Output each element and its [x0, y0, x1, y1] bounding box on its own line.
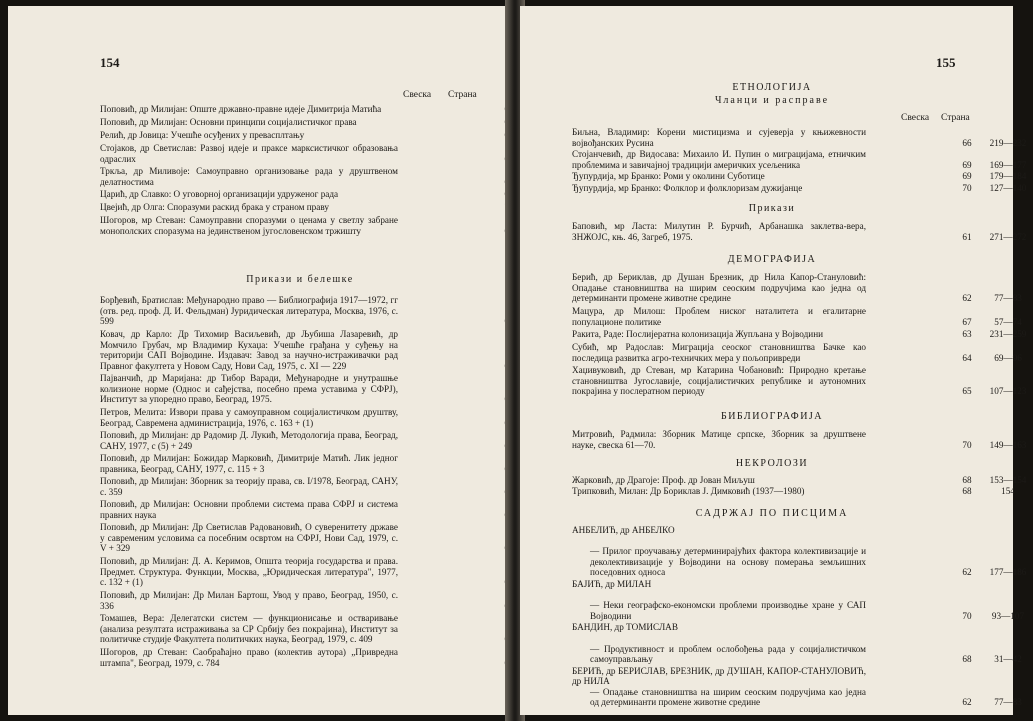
article-entry	[100, 215, 500, 236]
entry-text: — Прилог проучавању детерминирајућих фактора колективизације и деколективизације у Војводини на основу померања земљишних поседовних односа	[590, 546, 866, 578]
entry-text: Биљна, Владимир: Корени мистицизма и сујеверја у књижевности војвођанских Русина	[572, 127, 866, 148]
entry-text: Поповић, др Милијан: Зборник за теорију права, св. I/1978, Београд, САНУ, с. 359	[100, 476, 398, 497]
review-entry	[100, 476, 500, 497]
entry-text: Поповић, др Милијан: Опште државно-правне идеје Димитрија Матића	[100, 104, 382, 114]
page-range: 154	[1001, 486, 1015, 496]
subsection-articles: Чланци и расправе	[714, 95, 830, 106]
entry-text: Поповић, др Милијан: Основни принципи социјалистичког права	[100, 117, 357, 127]
entry-text: Цвејић, др Олга: Споразуми раскид брака у страном праву	[100, 202, 329, 212]
necrology-entry	[572, 475, 1027, 486]
page-range: 107—123	[989, 386, 1027, 397]
article-entry	[100, 202, 500, 213]
article-entry	[572, 306, 1022, 327]
author-name: БАЈИЋ, др МИЛАН	[572, 579, 652, 590]
entry-text: Шогоров, мр Стеван: Самоуправни споразуми о ценама у светлу забране монополских споразума на јединственом југословенском тржишту	[100, 215, 398, 236]
page-range: 179—184	[989, 171, 1027, 181]
entry-text: Стојаков, др Светислав: Развој идеје и праксе марксистичког образовања одраслих	[100, 143, 398, 164]
column-header-volume: Свеска	[901, 113, 930, 123]
entry-text: Ђупурдија, мр Бранко: Роми у околини Суботице	[572, 171, 765, 181]
entry-text: Бaповић, мр Ласта: Милутин Р. Бурчић, Арбанашка заклетва-вера, ЗНЖОЈС, књ. 46, Загреб, 1975.	[572, 221, 866, 242]
volume-number: 69	[962, 171, 972, 181]
article-entry	[100, 166, 500, 187]
page-range: 219—232	[989, 137, 1027, 148]
column-header-volume: Свеска	[403, 90, 432, 100]
column-header-page: Страна	[448, 90, 477, 100]
article-entry	[100, 189, 500, 200]
section-heading-contents-authors: САДРЖАЈ ПО ПИСЦИМА	[695, 508, 849, 519]
entry-text: Пајванчић, др Маријана: др Тибор Варади, Међународне и унутрашње колизионе норме (Однос и сађејства, посебно према уставима у СФРЈ), Институт за упоредно право, Београд, 1975.	[100, 373, 398, 405]
section-heading-bibliography: БИБЛИОГРАФИЈА	[720, 411, 824, 422]
review-entry	[100, 522, 500, 554]
page-range: 93—107	[991, 610, 1025, 621]
column-header-page: Страна	[941, 113, 970, 123]
page-range: 69—96	[994, 352, 1022, 363]
entry-text: Стојанчевић, др Видосава: Михаило И. Пупин о миграцијама, етничким проблемима и завичајној традицији америчких усељеника	[572, 149, 866, 170]
page-range: 153—154	[989, 475, 1027, 485]
entry-text: Поповић, др Милијан: Основни проблеми система права СФРЈ и система правних наука	[100, 499, 398, 520]
entry-text: Поповић, др Милијан: Д. А. Керимов, Општа теорија государства и права. Предмет. Структура. Функции, Москва, „Юридическая литература", 1977, с. 132 + (1)	[100, 556, 398, 588]
article-entry	[572, 183, 1027, 194]
necrology-entry	[572, 486, 1015, 497]
section-heading-ethnology: ЕТНОЛОГИЈА	[732, 82, 812, 93]
entry-text: Релић, др Јовица: Учешће осуђених у превасплтању	[100, 130, 305, 140]
entry-text: Шогоров, др Стеван: Саобраћајно право (колектив аутора) „Привредна штампа", Београд, 1979, с. 784	[100, 647, 398, 668]
page-range: 271—272	[989, 231, 1027, 242]
review-entry	[100, 453, 500, 474]
section-heading-reviews: Прикази	[748, 203, 796, 214]
left-page	[8, 6, 510, 715]
entry-text: Хаџивуковић, др Стеван, мр Катарина Чобановић: Природно кретање становништва Југославије, социјалистичких републике и аутономних покрајина у послератном периоду	[572, 365, 866, 397]
article-entry	[100, 117, 500, 128]
volume-number: 68	[962, 486, 972, 496]
entry-text: Берић, др Бериклав, др Душан Брезник, др Нила Капор-Стануловић: Опадање становништва на ширим сеоским подручјима као једна од детерминанти промене животне средине	[572, 272, 866, 304]
entry-text: Тркља, др Миливоје: Самоуправно организовање рада у друштвеном делатностима	[100, 166, 398, 187]
article-entry	[572, 149, 1027, 170]
review-entry	[100, 430, 500, 451]
review-entry	[100, 647, 500, 668]
entry-text: Мацура, др Милош: Проблем ниског наталитета и егалитарне популационе политике	[572, 306, 866, 327]
volume-number: 65	[962, 386, 972, 397]
volume-number: 70	[962, 439, 972, 450]
entry-text: — Продуктивност и проблем ослобођења рада у социјалистичком самоуправљању	[590, 643, 866, 665]
volume-number: 63	[962, 329, 972, 339]
review-entry	[100, 329, 500, 371]
page-number: 154	[100, 55, 120, 70]
entry-text: Ковач, др Карло: Др Тихомир Васиљевић, др Љубиша Лазаревић, др Момчило Грубач, мр Владимир Кухаџа: Учешће грађана у суђењу на територији САП Војводине. Издавач: Завод за научно-истраживачки рад Правног факултета у Новом Саду, Нови Сад, 1975, с. XI — 229	[100, 329, 398, 371]
entry-text: Субић, мр Радослав: Миграција сеоског становништва Бачке као последица развитка агро-техничких мера у пољопривреди	[572, 342, 866, 363]
author-entry	[572, 665, 1022, 708]
entry-text: — Неки географско-економски проблеми производње хране у САП Војводини	[590, 600, 866, 621]
volume-number: 67	[962, 316, 972, 327]
entry-text: Поповић, др Милијан: Др Милан Бартош, Увод у право, Београд, 1950, с. 336	[100, 590, 398, 611]
author-entry	[572, 579, 1025, 621]
entry-text: Поповић, др Милијан: др Радомир Д. Лукић, Методологија права, Београд, САНУ, 1977, с (5) + 249	[100, 430, 398, 451]
page-range: 231—259	[989, 329, 1027, 339]
article-entry	[572, 127, 1027, 148]
volume-number: 66	[962, 137, 972, 148]
right-page	[520, 6, 1027, 715]
article-entry	[572, 365, 1027, 397]
page-range: 77—83	[994, 293, 1022, 304]
page-range: 169—177	[989, 159, 1027, 170]
page-range: 31—42	[994, 654, 1022, 665]
review-entry	[100, 613, 500, 645]
volume-number: 70	[962, 610, 972, 621]
entry-text: Петров, Мелита: Извори права у самоуправном социјалистичком друштву, Београд, Савремена администрација, 1976, с. 163 + (1)	[100, 407, 398, 428]
entry-text: Поповић, др Милијан: Др Светислав Радовановић, О суверенитету државе у савременим условима са посебним освртом на СФРЈ, Нови Сад, 1979, с. V + 329	[100, 522, 398, 554]
article-entry	[572, 342, 1022, 363]
entry-text: Поповић, др Милијан: Божидар Марковић, Димитрије Матић. Лик једног правника, Београд, САНУ, 1977, с. 115 + 3	[100, 453, 398, 474]
review-entry	[100, 295, 500, 327]
page-range: 57—74	[994, 316, 1022, 327]
volume-number: 68	[962, 475, 972, 485]
volume-number: 68	[962, 654, 972, 665]
author-entry	[572, 525, 1027, 578]
volume-number: 69	[962, 159, 972, 170]
entry-text: Борђевић, Братислав: Међународно право — Библиографија 1917—1972, гг (отв. ред. проф. Д. И. Фельдман) Јуридическая литература, Москва, 1976, с. 599	[100, 295, 398, 327]
volume-number: 62	[962, 567, 972, 578]
review-entry	[100, 407, 500, 428]
author-name: БЕРИЋ, др БЕРИСЛАВ, БРЕЗНИК, др ДУШАН, КАПОР-СТАНУЛОВИЋ, др НИЛА	[572, 665, 866, 687]
article-entry	[100, 143, 500, 164]
bibliography-entry	[572, 429, 1027, 450]
author-name: АНБЕЛИЋ, др АНБЕЛКО	[572, 525, 675, 535]
review-entry	[100, 556, 500, 588]
entry-text: Жарковић, др Драгоје: Проф. др Јован Миљуш	[572, 475, 755, 485]
entry-text: Томашев, Вера: Делегатски систем — функционисање и остваривање (анализа резултата истраживања за СР Србију без покрајина), Институт за политичке студије Факултета политичких наука, Београд, 1979, с. 409	[100, 613, 398, 645]
entry-text: — Опадање становништва на ширим сеоским подручјима као једна од детерминанти промене животне средине	[590, 686, 866, 708]
section-heading-necrology: НЕКРОЛОЗИ	[735, 458, 809, 469]
article-entry	[572, 272, 1022, 304]
review-entry	[100, 590, 500, 611]
page-range: 127—140	[989, 183, 1027, 193]
volume-number: 64	[962, 352, 972, 363]
entry-text: Митровић, Радмила: Зборник Матице српске, Зборник за друштвене науке, свеска 61—70.	[572, 429, 866, 450]
page-range: 177—186	[989, 567, 1027, 578]
volume-number: 70	[962, 183, 972, 193]
entry-text: Ракита, Раде: Послијератна колонизација Жупљана у Војводини	[572, 329, 824, 339]
entry-text: Ђупурдија, мр Бранко: Фолклор и фолклоризам дужијанце	[572, 183, 803, 193]
article-entry	[100, 130, 500, 141]
section-heading-demography: ДЕМОГРАФИЈА	[727, 254, 817, 265]
review-entry	[100, 373, 500, 405]
section-heading-reviews: Прикази и белешке	[246, 274, 354, 285]
page-range: 149—163	[989, 439, 1027, 450]
page-range: 77—83	[994, 697, 1022, 708]
author-entry	[572, 622, 1022, 665]
review-entry	[100, 499, 500, 520]
entry-text: Трипковић, Милан: Др Бориклав Ј. Димковић (1937—1980)	[572, 486, 805, 496]
article-entry	[572, 329, 1027, 340]
volume-number: 61	[962, 231, 972, 242]
review-entry	[572, 221, 1027, 242]
article-entry	[572, 171, 1027, 182]
entry-text: Царић, др Славко: О уговорној организацији удруженог рада	[100, 189, 339, 199]
article-entry	[100, 104, 500, 115]
volume-number: 62	[962, 293, 972, 304]
page-number: 155	[936, 55, 956, 70]
author-name: БАНДИН, др ТОМИСЛАВ	[572, 622, 678, 633]
volume-number: 62	[962, 697, 972, 708]
